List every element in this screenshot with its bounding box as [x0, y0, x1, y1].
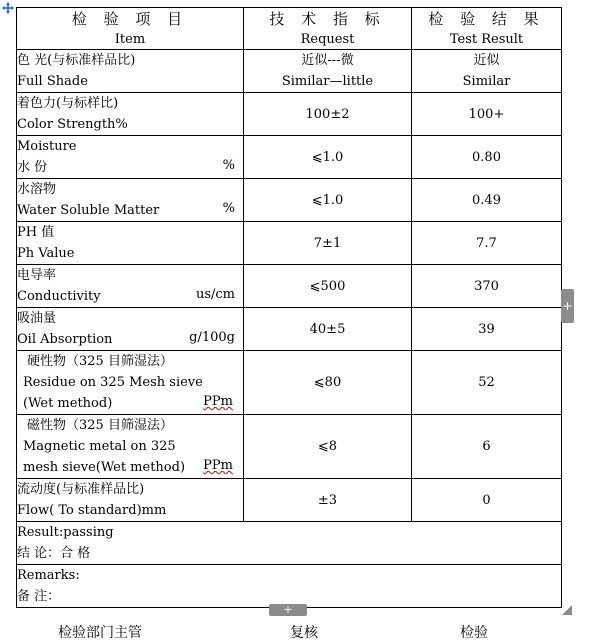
table-row	[17, 265, 562, 308]
request-value: 7±1	[244, 222, 412, 265]
table-row	[17, 479, 562, 522]
header-request	[244, 8, 412, 50]
item-en: Moisture	[17, 139, 77, 154]
item-en: Full Shade	[17, 74, 88, 89]
request-cell	[244, 50, 412, 93]
header-result-zh: 检 验 结 果	[428, 10, 545, 28]
item-cell	[17, 308, 244, 351]
footer-dept: 检验部门主管	[58, 625, 142, 641]
add-row-button[interactable]: +	[269, 604, 307, 616]
result-value: 52	[412, 351, 562, 415]
item-zh: 着色力(与标样比)	[17, 96, 119, 111]
result-en: Result:passing	[17, 525, 114, 540]
item-en: Residue on 325 Mesh sieve	[23, 375, 203, 390]
item-zh: 吸油量	[17, 311, 57, 326]
table-row	[17, 222, 562, 265]
table-row	[17, 136, 562, 179]
item-en-2: (Wet method)	[23, 396, 113, 411]
item-unit: %	[222, 158, 235, 173]
table-row	[17, 308, 562, 351]
request-value-en: Similar—little	[281, 74, 374, 89]
table-row	[17, 415, 562, 479]
table-row	[17, 93, 562, 136]
item-zh: 流动度(与标准样品比)	[17, 482, 145, 497]
item-en: Ph Value	[17, 246, 75, 261]
request-value: 40±5	[244, 308, 412, 351]
result-value: 0.49	[412, 179, 562, 222]
table-row	[17, 179, 562, 222]
result-value: 6	[412, 415, 562, 479]
item-en: Flow( To standard)mm	[17, 503, 167, 518]
result-value: 0	[412, 479, 562, 522]
add-column-button[interactable]: +	[561, 289, 574, 323]
item-en: Oil Absorption	[17, 332, 113, 347]
request-value: ⩽1.0	[244, 136, 412, 179]
request-value: 近似---微	[301, 53, 354, 68]
header-request-en: Request	[300, 32, 355, 47]
header-item	[17, 8, 244, 50]
header-item-en: Item	[114, 32, 146, 47]
item-unit: PPm	[203, 458, 233, 473]
item-cell	[17, 93, 244, 136]
item-en: Water Soluble Matter	[17, 203, 160, 218]
header-item-zh: 检 验 项 目	[71, 10, 189, 28]
table-row	[17, 351, 562, 415]
result-value: 100+	[412, 93, 562, 136]
item-unit: g/100g	[189, 330, 235, 345]
item-unit: us/cm	[195, 287, 235, 302]
item-unit: PPm	[203, 394, 233, 409]
result-cell	[412, 50, 562, 93]
result-value: 7.7	[412, 222, 562, 265]
result-row	[17, 522, 562, 565]
remarks-row	[17, 565, 562, 608]
request-value: ⩽1.0	[244, 179, 412, 222]
result-value-en: Similar	[462, 74, 511, 89]
request-value: ±3	[244, 479, 412, 522]
request-value: ⩽80	[244, 351, 412, 415]
header-row	[17, 8, 562, 50]
item-zh: 色 光(与标准样品比)	[17, 53, 136, 68]
item-cell	[17, 415, 244, 479]
table-move-icon[interactable]	[2, 2, 14, 14]
request-value: ⩽500	[244, 265, 412, 308]
item-zh: 硬性物（325 目筛湿法）	[27, 354, 173, 369]
result-value: 370	[412, 265, 562, 308]
remarks-en: Remarks:	[17, 568, 80, 583]
item-cell	[17, 351, 244, 415]
remarks-cell	[17, 565, 562, 608]
item-cell	[17, 265, 244, 308]
result-zh: 结 论：合 格	[17, 546, 91, 561]
result-value: 近似	[473, 53, 500, 68]
item-zh: 水溶物	[17, 182, 57, 197]
item-zh: 水 份	[17, 160, 48, 175]
inspection-sheet	[16, 7, 561, 608]
item-cell	[17, 50, 244, 93]
item-en-2: mesh sieve(Wet method)	[23, 460, 186, 475]
item-en: Color Strength%	[17, 117, 128, 132]
item-en: Magnetic metal on 325	[23, 439, 176, 454]
request-value: 100±2	[244, 93, 412, 136]
remarks-zh: 备 注：	[17, 589, 61, 604]
header-result-en: Test Result	[449, 32, 524, 47]
item-en: Conductivity	[17, 289, 101, 304]
table-row	[17, 50, 562, 93]
item-cell	[17, 179, 244, 222]
header-request-zh: 技 术 指 标	[269, 10, 386, 28]
item-zh: 磁性物（325 目筛湿法）	[27, 418, 173, 433]
item-cell	[17, 479, 244, 522]
item-cell	[17, 136, 244, 179]
resize-grip-icon[interactable]	[562, 605, 572, 615]
item-zh: PH 值	[17, 225, 55, 240]
footer-inspect: 检验	[460, 625, 488, 641]
request-value: ⩽8	[244, 415, 412, 479]
result-conclusion-cell	[17, 522, 562, 565]
header-result	[412, 8, 562, 50]
item-unit: %	[222, 201, 235, 216]
item-zh: 电导率	[17, 268, 57, 283]
result-value: 39	[412, 308, 562, 351]
inspection-table	[16, 7, 562, 608]
result-value: 0.80	[412, 136, 562, 179]
footer-review: 复核	[290, 625, 318, 641]
item-cell	[17, 222, 244, 265]
